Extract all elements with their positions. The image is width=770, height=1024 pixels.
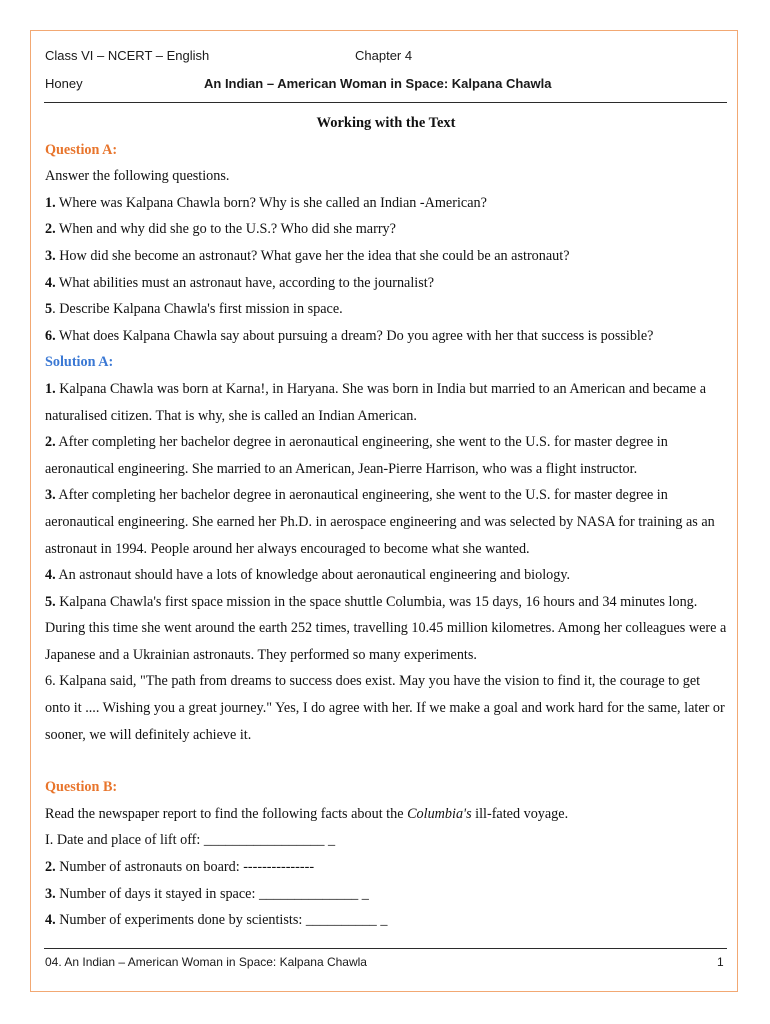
question-b-item [45,854,727,881]
solution-a-heading: Solution A: [45,354,114,371]
question-b-item [45,881,727,908]
item-text: Number of astronauts on board: --------------- [55,859,315,876]
solution-a-item [45,668,727,748]
item-text: Where was Kalpana Chawla born? Why is she called an Indian -American? [55,194,487,211]
item-number: 1. [45,380,56,397]
intro-text-end: ill-fated voyage. [471,805,569,822]
question-a-item [45,270,727,297]
item-text: Kalpana Chawla was born at Karna!, in Haryana. She was born in India but married to an American and became a naturalised citizen. That is why, she is called an Indian American. [45,380,707,424]
header-rule [44,102,727,103]
item-number: 3. [45,487,56,504]
question-a-item [45,323,727,350]
item-number: 4. [45,567,56,584]
item-text: What does Kalpana Chawla say about pursuing a dream? Do you agree with her that success is possible? [55,327,654,344]
question-b-item [45,907,727,934]
item-text: I. Date and place of lift off: _________________ _ [45,832,336,849]
item-number: 2. [45,859,56,876]
item-text: . Describe Kalpana Chawla's first mission in space. [52,301,343,318]
item-text: What abilities must an astronaut have, according to the journalist? [55,274,434,291]
question-b-heading: Question B: [45,779,118,796]
question-a-item [45,216,727,243]
chapter-title: An Indian – American Woman in Space: Kalpana Chawla [204,76,552,91]
item-text: An astronaut should have a lots of knowledge about aeronautical engineering and biology. [55,567,571,584]
page-number: 1 [717,955,724,969]
footer-rule [44,948,727,949]
question-a-heading: Question A: [45,141,118,158]
item-number: 3. [45,885,56,902]
question-a-item [45,296,727,323]
solution-a-item [45,376,727,429]
item-number: 4. [45,912,56,929]
section-gap [45,748,727,774]
item-number: 2. [45,434,56,451]
chapter-label: Chapter 4 [355,48,413,63]
question-a-item [45,190,727,217]
item-number: 2. [45,221,56,238]
solution-a-item [45,589,727,669]
item-number: 5. [45,593,56,610]
item-text: Number of experiments done by scientists: __________ _ [55,912,388,929]
item-text: Kalpana Chawla's first space mission in the space shuttle Columbia, was 15 days, 16 hours and 34 minutes long. During this time she went around the earth 252 times, travelling 10.45 million kilometres. Among her colleagues were a Japanese and a Ukrainian astronauts. They performed so many experiments. [45,593,727,663]
solution-a-item [45,482,727,562]
section-title: Working with the Text [316,115,456,131]
document-body [45,110,727,934]
solution-a-item [45,562,727,589]
item-text: When and why did she go to the U.S.? Who did she marry? [55,221,396,238]
item-text: How did she become an astronaut? What gave her the idea that she could be an astronaut? [55,247,570,264]
item-text: After completing her bachelor degree in aeronautical engineering, she went to the U.S. for master degree in aeronautical engineering. She earned her Ph.D. in aerospace engineering and was selected by NASA for training as an astronaut in 1994. People around her always encouraged to become what she wanted. [45,487,715,557]
item-text: Number of days it stayed in space: ______________ _ [55,885,369,902]
item-number: 3. [45,247,56,264]
item-text: 6. Kalpana said, "The path from dreams to success does exist. May you have the vision to find it, the courage to get onto it .... Wishing you a great journey." Yes, I do agree with her. If we make a goal and work hard for the same, later or sooner, we will definitely achieve it. [45,673,725,743]
book-label: Honey [45,76,83,91]
item-number: 5 [45,301,53,318]
intro-text: Read the newspaper report to find the following facts about the [45,805,408,822]
question-a-item [45,243,727,270]
question-b-item [45,827,727,854]
item-number: 4. [45,274,56,291]
solution-a-item [45,429,727,482]
class-label: Class VI – NCERT – English [45,48,210,63]
question-b-intro [45,801,727,828]
ship-name: Columbia's [407,805,472,822]
question-a-intro: Answer the following questions. [45,168,230,185]
item-number: 1. [45,194,56,211]
item-text: After completing her bachelor degree in aeronautical engineering, she went to the U.S. for master degree in aeronautical engineering. She married to an American, Jean-Pierre Harrison, who was a flight instructor. [45,434,668,477]
footer-chapter-ref: 04. An Indian – American Woman in Space: Kalpana Chawla [45,955,367,969]
item-number: 6. [45,327,56,344]
